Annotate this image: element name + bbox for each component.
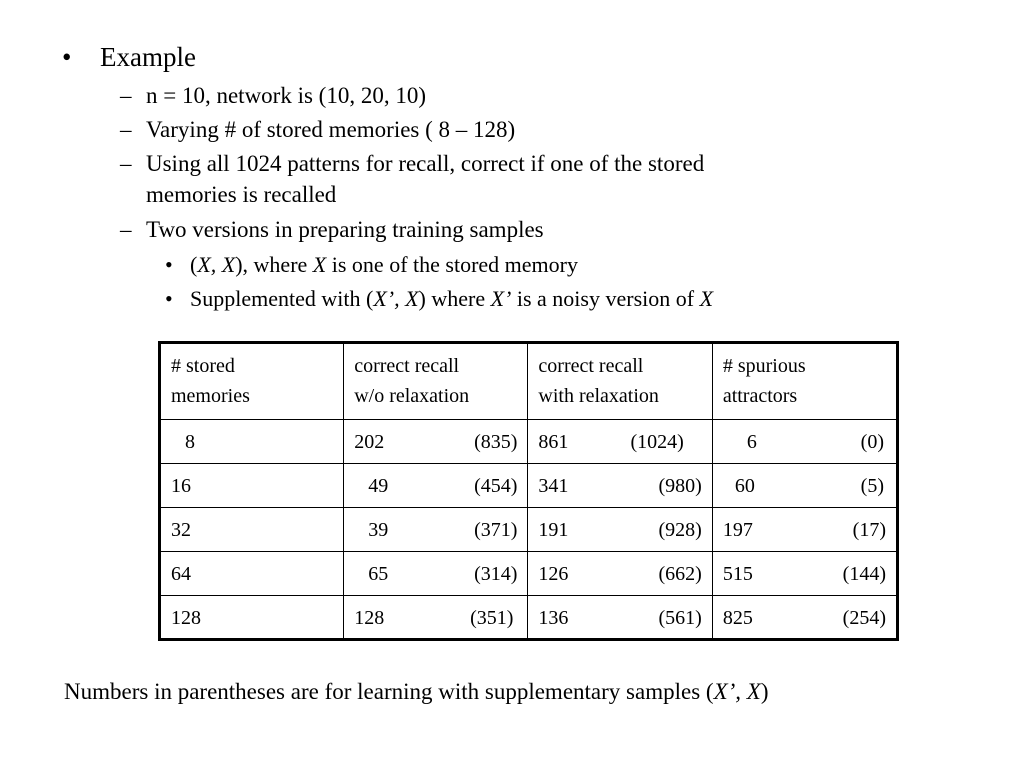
cell-stored: 16 — [160, 464, 344, 508]
cell-norelax: 202 (835) — [344, 420, 528, 464]
cell-stored: 64 — [160, 552, 344, 596]
dash-marker: – — [120, 83, 132, 108]
cell-stored: 8 — [160, 420, 344, 464]
footnote: Numbers in parentheses are for learning with supplementary samples (X’, X) — [64, 679, 769, 704]
dash-marker: – — [120, 151, 132, 176]
slide-bullet-title: Example — [100, 42, 196, 72]
version-one: (X, X), where X is one of the stored memory — [190, 252, 578, 277]
cell-stored: 32 — [160, 508, 344, 552]
bullet-marker: • — [62, 42, 72, 72]
header-stored-memories: # stored memories — [160, 343, 344, 420]
sub-item-network: n = 10, network is (10, 20, 10) — [146, 83, 426, 108]
cell-relax: 341 (980) — [528, 464, 712, 508]
sub-bullet-marker: • — [165, 252, 173, 277]
cell-spurious: 60 (5) — [712, 464, 897, 508]
sub-item-recall-line2: memories is recalled — [146, 182, 337, 207]
header-recall-without-relaxation: correct recall w/o relaxation — [344, 343, 528, 420]
header-recall-with-relaxation: correct recall with relaxation — [528, 343, 712, 420]
dash-marker: – — [120, 117, 132, 142]
cell-spurious: 825 (254) — [712, 596, 897, 640]
sub-item-versions: Two versions in preparing training samples — [146, 217, 544, 242]
cell-relax: 126 (662) — [528, 552, 712, 596]
cell-stored: 128 — [160, 596, 344, 640]
dash-marker: – — [120, 217, 132, 242]
cell-norelax: 65 (314) — [344, 552, 528, 596]
sub-bullet-marker: • — [165, 286, 173, 311]
cell-relax: 136 (561) — [528, 596, 712, 640]
results-table — [158, 341, 899, 641]
cell-spurious: 6 (0) — [712, 420, 897, 464]
cell-norelax: 39 (371) — [344, 508, 528, 552]
table-row — [160, 596, 898, 640]
cell-relax: 191 (928) — [528, 508, 712, 552]
cell-spurious: 515 (144) — [712, 552, 897, 596]
table-row — [160, 464, 898, 508]
cell-norelax: 49 (454) — [344, 464, 528, 508]
version-two: Supplemented with (X’, X) where X’ is a noisy version of X — [190, 286, 714, 311]
cell-norelax: 128 (351) — [344, 596, 528, 640]
header-spurious-attractors: # spurious attractors — [712, 343, 897, 420]
table-row — [160, 420, 898, 464]
sub-item-recall-line1: Using all 1024 patterns for recall, correct if one of the stored — [146, 151, 705, 176]
cell-spurious: 197 (17) — [712, 508, 897, 552]
sub-item-memories: Varying # of stored memories ( 8 – 128) — [146, 117, 516, 142]
table-row — [160, 508, 898, 552]
table-header-row — [160, 343, 898, 420]
cell-relax: 861 (1024) — [528, 420, 712, 464]
table-row — [160, 552, 898, 596]
